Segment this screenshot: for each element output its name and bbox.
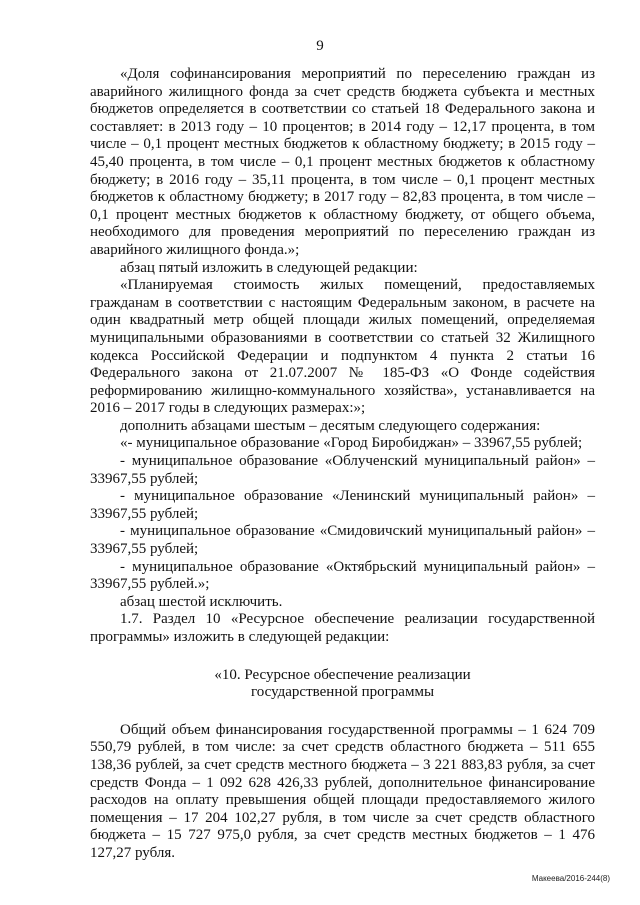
paragraph-total-financing: Общий объем финансирования государственной программы – 1 624 709 550,79 рублей, в том числе: за счет средств областного бюджета – 511 655 138,36 рублей, за счет средств местного бюджета – 3 221 883,83 рубля, за счет средств Фонда – 1 092 628 426,33 рублей, дополнительное финансирование расходов на оплату превышения общей площади предоставляемого жилого помещения – 17 204 102,27 рубля, в том числе за счет средств областного бюджета – 15 727 975,0 рубля, за счет средств местных бюджетов – 1 476 127,27 рубля. bbox=[90, 721, 595, 861]
list-item: - муниципальное образование «Смидовичский муниципальный район» – 33967,55 рублей; bbox=[90, 523, 595, 558]
list-item: - муниципальное образование «Октябрьский муниципальный район» – 33967,55 рублей.»; bbox=[90, 558, 595, 593]
footer-document-code: Макеева/2016-244(8) bbox=[531, 874, 610, 883]
section-heading-line-1: «10. Ресурсное обеспечение реализации bbox=[214, 666, 471, 683]
list-item: - муниципальное образование «Ленинский муниципальный район» – 33967,55 рублей; bbox=[90, 488, 595, 522]
page-number: 9 bbox=[316, 38, 324, 54]
paragraph-section-10: 1.7. Раздел 10 «Ресурсное обеспечение реализации государственной программы» изложить в следующей редакции: bbox=[90, 611, 595, 645]
list-item: «- муниципальное образование «Город Биробиджан» – 33967,55 рублей; bbox=[120, 435, 583, 452]
paragraph-add-sixth-tenth: дополнить абзацами шестым – десятым следующего содержания: bbox=[120, 417, 541, 434]
paragraph-exclude-sixth: абзац шестой исключить. bbox=[120, 593, 283, 610]
document-body bbox=[90, 66, 595, 863]
list-item: - муниципальное образование «Облученский муниципальный район» – 33967,55 рублей; bbox=[90, 453, 595, 487]
paragraph-amend-fifth: абзац пятый изложить в следующей редакции: bbox=[120, 259, 418, 276]
paragraph-cofinancing-share: «Доля софинансирования мероприятий по переселению граждан из аварийного жилищного фонда за счет средств бюджета субъекта и местных бюджетов определяется в соответствии со статьей 18 Федерального закона и составляет: в 2013 году – 10 процентов; в 2014 году – 12,17 процента, в том числе – 0,1 процент местных бюджетов к областному бюджету; в 2015 году – 45,40 процента, в том числе – 0,1 процент местных бюджетов к областному бюджету; в 2016 году – 35,11 процента, в том числе – 0,1 процент местных бюджетов к областному бюджету; в 2017 году – 82,83 процента, в том числе – 0,1 процент местных бюджетов к областному бюджету, от общего объема, необходимого для проведения мероприятий по переселению граждан из аварийного жилищного фонда.»; bbox=[90, 66, 595, 258]
section-heading bbox=[90, 667, 595, 702]
paragraph-planned-cost: «Планируемая стоимость жилых помещений, предоставляемых гражданам в соответствии с настоящим Федеральным законом, в расчете на один квадратный метр общей площади жилых помещений, определяемая муниципальными образованиями в соответствии со статьей 32 Жилищного кодекса Российской Федерации и подпунктом 4 пункта 2 статьи 16 Федерального закона от 21.07.2007 № 185-ФЗ «О Фонде содействия реформированию жилищно-коммунального хозяйства», устанавливается на 2016 – 2017 годы в следующих размерах:»; bbox=[90, 277, 595, 417]
section-heading-line-2: государственной программы bbox=[250, 684, 435, 701]
